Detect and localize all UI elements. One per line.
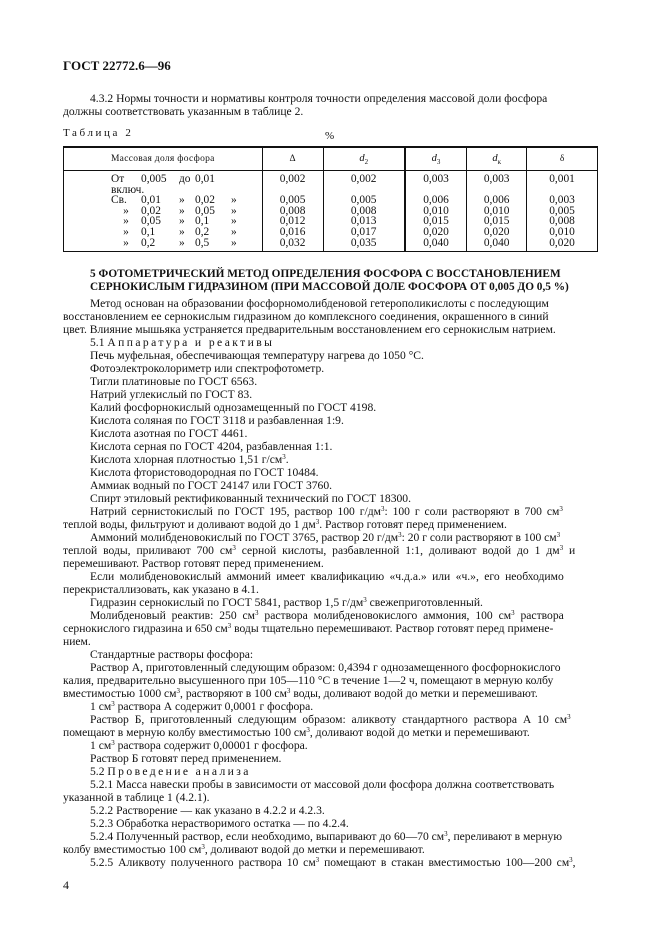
precision-table [63,146,598,252]
header-small-delta: δ [527,147,598,171]
value-cell: 0,020 [527,238,598,252]
value-cell: 0,005 [262,195,323,206]
value-cell: 0,008 [323,206,405,217]
ammonium-molybdate-line1: Аммоний молибденовокислый по ГОСТ 3765, раствор 20 $г/дм^3$: 20 г соли растворяют в 100 $см^3$ [90,531,561,544]
header-dk: $d_к$ [467,147,527,171]
section-5-heading: 5 ФОТОМЕТРИЧЕСКИЙ МЕТОД ОПРЕДЕЛЕНИЯ ФОСФОРА С ВОССТАНОВЛЕНИЕМ СЕРНОКИСЛЫМ ГИДРАЗИНОМ (ПРИ МАССОВОЙ ДОЛЕ ФОСФОРА ОТ 0,005 ДО 0,5 %) [90,268,569,293]
value-cell: 0,006 [467,195,527,206]
method-line3: цвет. Влияние мышьяка устраняется предварительным восстановлением его сернокислым натрием. [63,323,556,336]
value-cell: 0,010 [405,206,467,217]
value-cell: 0,002 [323,171,405,196]
method-line1: Метод основан на образовании фосфорномолибденовой гетерополикислоты с последующим [90,297,549,310]
apparatus-item: Спирт этиловый ректификованный технический по ГОСТ 18300. [90,492,412,505]
apparatus-item: Кислота фтористоводородная по ГОСТ 10484. [90,466,319,479]
range-cell: » 0,2 » 0,5 » [123,236,237,249]
clause-5-2-3: 5.2.3 Обработка нерастворимого остатка — по 4.2.4. [90,817,349,830]
paragraph-4-3-2-line1: 4.3.2 Нормы точности и нормативы контроля точности определения массовой доли фосфора [90,92,548,105]
table-row [64,227,598,238]
range-cell: » 0,1 » 0,2 » [123,225,237,238]
clause-5-2-2: 5.2.2 Растворение — как указано в 4.2.2 и 4.2.3. [90,804,325,817]
solution-b-line1: Раствор Б, приготовленный следующим образом: аликвоту стандартного раствора А 10 $см^3$ [90,713,571,726]
range-cell: » 0,05 » 0,1 » [123,215,237,228]
apparatus-item: Кислота соляная по ГОСТ 3118 и разбавленная 1:9. [90,414,344,427]
table-unit: % [325,130,335,142]
range-cell: От 0,005 до 0,01включ. [111,173,215,196]
solution-a-line2: калия, предварительно высушенного при 105—110 °С в течение 1—2 ч, помещают в мерную колбу [63,674,554,687]
value-cell: 0,006 [405,195,467,206]
solution-a-line1: Раствор А, приготовленный следующим образом: 0,4394 г однозамещенного фосфорнокислого [90,661,561,674]
table-caption: Таблица 2 [63,127,134,139]
clause-5-2-1-line2: указанной в таблице 1 (4.2.1). [63,791,210,804]
recrystallize-line2: перекристаллизовать, как указано в 4.1. [63,583,259,596]
recrystallize-line1: Если молибденовокислый аммоний имеет квалификацию «ч.д.а.» или «ч.», его необходимо [90,570,564,583]
value-cell: 0,032 [262,238,323,252]
subsection-5-1-heading: 5.1 Аппаратура и реактивы [90,336,275,349]
sodium-sulfite-line2: теплой воды, фильтруют и доливают водой до 1 $дм^3$. Раствор готовят перед применением. [63,518,507,531]
value-cell: 0,040 [405,238,467,252]
ammonium-molybdate-line2: теплой воды, приливают 700 $см^3$ серной кислоты, разбавленной 1:1, доливают водой до 1 $дм^3$ и [63,544,576,557]
value-cell: 0,002 [262,171,323,196]
apparatus-item: Калий фосфорнокислый однозамещенный по ГОСТ 4198. [90,401,377,414]
apparatus-item: Кислота хлорная плотностью 1,51 $г/см^3$. [90,453,289,466]
range-cell: Св. 0,01 » 0,02 » [111,194,237,207]
value-cell: 0,015 [467,216,527,227]
molybdenum-reagent-line1: Молибденовый реактив: 250 $см^3$ раствора молибденовокислого аммония, 100 $см^3$ раствора [90,609,564,622]
table-row [64,238,598,252]
value-cell: 0,012 [262,216,323,227]
header-delta: Δ [262,147,323,171]
page-number: 4 [63,878,69,892]
value-cell: 0,015 [405,216,467,227]
value-cell: 0,008 [527,216,598,227]
value-cell: 0,008 [262,206,323,217]
header-mass-fraction: Массовая доля фосфора [64,147,263,171]
solution-b-line2: помещают в мерную колбу вместимостью 100 $см^3$, доливают водой до метки и перемешивают. [63,726,530,739]
value-cell: 0,005 [323,195,405,206]
range-cell: » 0,02 » 0,05 » [123,204,237,217]
apparatus-item: Аммиак водный по ГОСТ 24147 или ГОСТ 3760. [90,479,333,492]
paragraph-4-3-2-line2: должны соответствовать указанным в таблице 2. [63,105,304,118]
value-cell: 0,040 [467,238,527,252]
standard-solutions-title: Стандартные растворы фосфора: [90,648,254,661]
subsection-5-2-heading: 5.2 Проведение анализа [90,765,251,778]
method-line2: восстановлением ее сернокислым гидразином до комплексного соединения, окрашенного в синий [63,310,549,323]
value-cell: 0,020 [467,227,527,238]
value-cell: 0,010 [527,227,598,238]
clause-5-2-4-line1: 5.2.4 Полученный раствор, если необходимо, выпаривают до 60—70 $см^3$, переливают в мерную [90,830,562,843]
hydrazine-sulfate: Гидразин сернокислый по ГОСТ 5841, раствор 1,5 $г/дм^3$ свежеприготовленный. [90,596,483,609]
molybdenum-reagent-line2: сернокислого гидразина и 650 $см^3$ воды тщательно перемешивают. Раствор готовят перед примене- [63,622,554,635]
clause-5-2-4-line2: колбу вместимостью 100 $см^3$, доливают водой до метки и перемешивают. [63,843,425,856]
header-d3: $d_3$ [405,147,467,171]
solution-a-contains: 1 $см^3$ раствора А содержит 0,0001 г фосфора. [90,700,314,713]
document-id-header: ГОСТ 22772.6—96 [63,58,171,73]
apparatus-item: Кислота азотная по ГОСТ 4461. [90,427,248,440]
solution-b-prep: Раствор Б готовят перед применением. [90,752,282,765]
solution-a-line3: вместимостью 1000 $см^3$, растворяют в 100 $см^3$ воды, доливают водой до метки и перемешивают. [63,687,538,700]
value-cell: 0,035 [323,238,405,252]
sodium-sulfite-line1: Натрий сернистокислый по ГОСТ 195, раствор 100 $г/дм^3$: 100 г соли растворяют в 700 $см^3$ [90,505,563,518]
value-cell: 0,020 [405,227,467,238]
apparatus-item: Печь муфельная, обеспечивающая температуру нагрева до 1050 °С. [90,349,424,362]
value-cell: 0,017 [323,227,405,238]
apparatus-item: Кислота серная по ГОСТ 4204, разбавленная 1:1. [90,440,333,453]
value-cell: 0,001 [527,171,598,196]
apparatus-item: Фотоэлектроколориметр или спектрофотометр. [90,362,325,375]
solution-b-contains: 1 $см^3$ раствора содержит 0,00001 г фосфора. [90,739,308,752]
value-cell: 0,003 [467,171,527,196]
clause-5-2-5: 5.2.5 Аликвоту полученного раствора 10 $см^3$ помещают в стакан вместимостью 100—200 $см^3$, [90,856,576,869]
value-cell: 0,016 [262,227,323,238]
table-row [64,171,598,196]
value-cell: 0,013 [323,216,405,227]
table-header-row [64,147,598,171]
apparatus-item: Тигли платиновые по ГОСТ 6563. [90,375,258,388]
header-d2: $d_2$ [323,147,405,171]
value-cell: 0,003 [527,195,598,206]
molybdenum-reagent-line3: нием. [63,635,91,648]
apparatus-item: Натрий углекислый по ГОСТ 83. [90,388,253,401]
ammonium-molybdate-line3: перемешивают. Раствор готовят перед применением. [63,557,324,570]
value-cell: 0,010 [467,206,527,217]
clause-5-2-1-line1: 5.2.1 Масса навески пробы в зависимости от массовой доли фосфора должна соответствовать [90,778,555,791]
value-cell: 0,005 [527,206,598,217]
value-cell: 0,003 [405,171,467,196]
